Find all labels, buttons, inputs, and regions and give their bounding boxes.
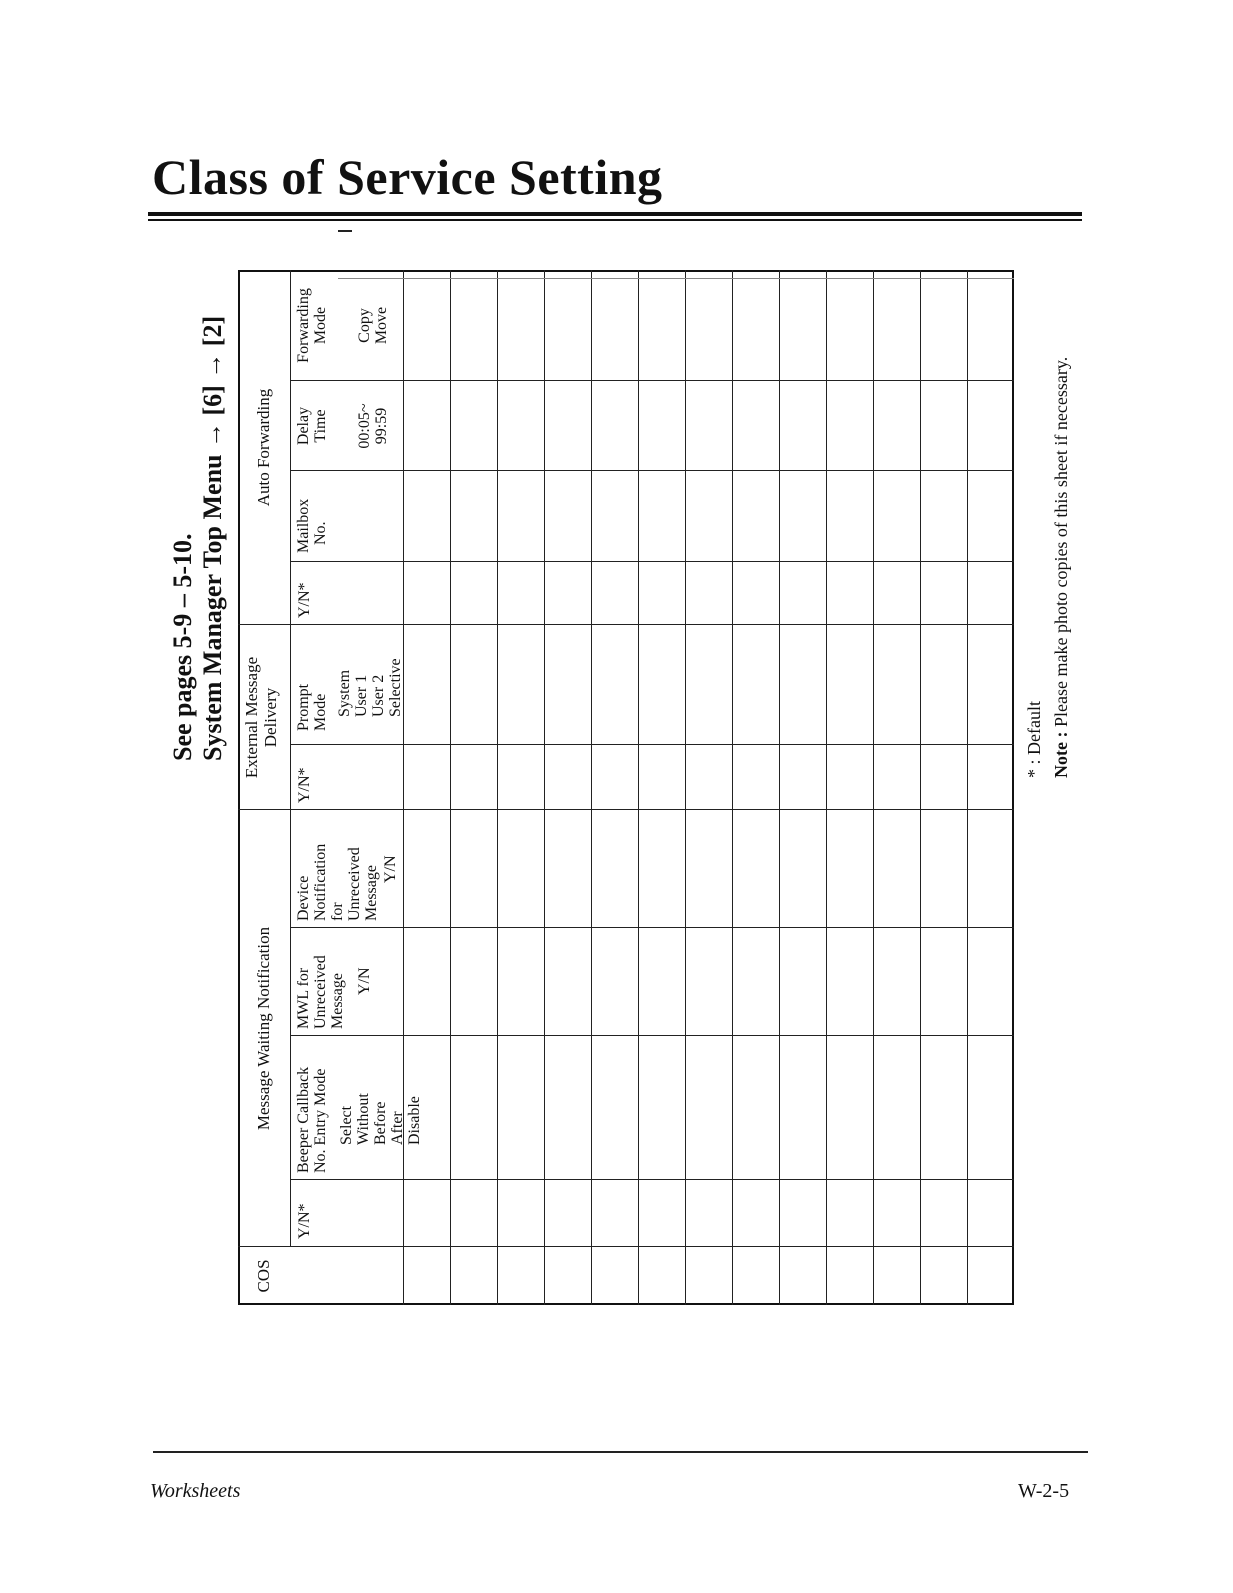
device-line-5: Message bbox=[363, 865, 380, 921]
table-rule bbox=[544, 270, 545, 1305]
menu-path: System Manager Top Menu → [6] → [2] bbox=[198, 315, 227, 761]
forwarding-opt: Copy bbox=[356, 308, 373, 343]
column-rule bbox=[290, 927, 1014, 928]
prompt-opt: User 1 bbox=[353, 674, 370, 717]
footer-section-name: Worksheets bbox=[150, 1480, 241, 1502]
beeper-opt: After bbox=[389, 1111, 406, 1145]
beeper-opt: Before bbox=[372, 1101, 389, 1145]
forwarding-options bbox=[356, 270, 390, 381]
default-legend: * : Default bbox=[1024, 701, 1044, 778]
mailbox-line-2: No. bbox=[312, 521, 329, 545]
forwarding-header bbox=[295, 270, 329, 381]
table-rule bbox=[638, 270, 639, 1305]
mwl-line-1: MWL for bbox=[295, 967, 312, 1029]
prompt-options bbox=[336, 658, 404, 717]
delay-header bbox=[295, 381, 329, 471]
beeper-opt: Without bbox=[355, 1093, 372, 1145]
mailbox-line-1: Mailbox bbox=[295, 498, 312, 553]
mwl-line-2: Unreceived bbox=[312, 955, 329, 1029]
beeper-options bbox=[338, 1093, 423, 1145]
column-rule bbox=[290, 744, 1014, 745]
forwarding-line-1: Forwarding bbox=[295, 288, 312, 363]
beeper-opt: Select bbox=[338, 1105, 355, 1145]
table-rule bbox=[873, 270, 874, 1305]
mwl-option: Y/N bbox=[356, 967, 373, 995]
faint-rule bbox=[338, 278, 1014, 279]
af-group-header: Auto Forwarding bbox=[254, 388, 273, 507]
mailbox-header bbox=[295, 499, 329, 553]
beeper-header bbox=[295, 1067, 329, 1173]
mwn-group-header: Message Waiting Notification bbox=[254, 926, 273, 1131]
table-rule bbox=[685, 270, 686, 1305]
prompt-line-2: Mode bbox=[312, 693, 329, 731]
emd-line-2: Delivery bbox=[261, 687, 280, 748]
prompt-opt: User 2 bbox=[370, 674, 387, 717]
column-rule bbox=[290, 470, 1014, 471]
column-rule bbox=[290, 380, 1014, 381]
mwl-line-3: Message bbox=[329, 973, 346, 1029]
device-header bbox=[295, 844, 380, 921]
page-number: W-2-5 bbox=[1018, 1480, 1070, 1502]
table-rule bbox=[826, 270, 827, 1305]
prompt-line-1: Prompt bbox=[295, 683, 312, 731]
table-rule bbox=[920, 270, 921, 1305]
forwarding-line-2: Mode bbox=[312, 306, 329, 345]
column-rule bbox=[238, 809, 1014, 810]
table-rule bbox=[591, 270, 592, 1305]
table-rule bbox=[732, 270, 733, 1305]
note-label: Note : bbox=[1051, 731, 1071, 778]
note-text: Please make photo copies of this sheet if necessary. bbox=[1051, 356, 1071, 732]
delay-options bbox=[356, 381, 390, 471]
table-rule bbox=[403, 270, 404, 1305]
beeper-opt: Disable bbox=[406, 1096, 423, 1145]
device-line-2: Notification bbox=[312, 843, 329, 921]
table-border bbox=[238, 270, 1014, 1305]
column-rule bbox=[290, 561, 1014, 562]
cos-header: COS bbox=[254, 1259, 273, 1293]
device-line-4: Unreceived bbox=[346, 847, 363, 921]
prompt-opt: System bbox=[336, 669, 353, 717]
prompt-opt: Selective bbox=[387, 658, 404, 717]
column-rule bbox=[290, 1179, 1014, 1180]
beeper-line-1: Beeper Callback bbox=[295, 1066, 312, 1173]
table-rule bbox=[450, 270, 451, 1305]
device-option: Y/N bbox=[382, 855, 399, 883]
delay-line-2: Time bbox=[312, 409, 329, 443]
rotated-worksheet bbox=[168, 270, 1071, 1310]
mwn-yn-header: Y/N* bbox=[296, 1203, 313, 1239]
device-line-1: Device bbox=[295, 875, 312, 921]
delay-line-1: Delay bbox=[295, 406, 312, 446]
table-rule bbox=[779, 270, 780, 1305]
table-rule bbox=[967, 270, 968, 1305]
forwarding-opt: Move bbox=[373, 306, 390, 345]
delay-opt: 00:05~ bbox=[356, 403, 373, 449]
emd-group-header bbox=[242, 625, 280, 810]
see-pages-reference: See pages 5-9 – 5-10. bbox=[168, 533, 197, 761]
emd-yn-header: Y/N* bbox=[296, 767, 313, 803]
delay-opt: 99:59 bbox=[373, 407, 390, 445]
page-title: Class of Service Setting bbox=[152, 149, 663, 205]
cos-worksheet-table bbox=[238, 270, 1014, 1305]
column-rule bbox=[238, 1246, 1014, 1247]
mwl-header bbox=[295, 955, 346, 1029]
stray-mark bbox=[338, 230, 352, 232]
title-rule-thin bbox=[148, 219, 1082, 221]
af-yn-header: Y/N* bbox=[296, 582, 313, 618]
footer-rule bbox=[153, 1451, 1088, 1453]
table-rule bbox=[290, 270, 291, 1247]
beeper-line-2: No. Entry Mode bbox=[312, 1068, 329, 1173]
table-rule bbox=[497, 270, 498, 1305]
column-rule bbox=[238, 624, 1014, 625]
title-rule-thick bbox=[148, 212, 1082, 216]
prompt-header bbox=[295, 684, 329, 731]
photocopy-note bbox=[1051, 357, 1072, 778]
column-rule bbox=[290, 1035, 1014, 1036]
device-line-3: for bbox=[329, 902, 346, 921]
emd-line-1: External Message bbox=[242, 656, 261, 779]
